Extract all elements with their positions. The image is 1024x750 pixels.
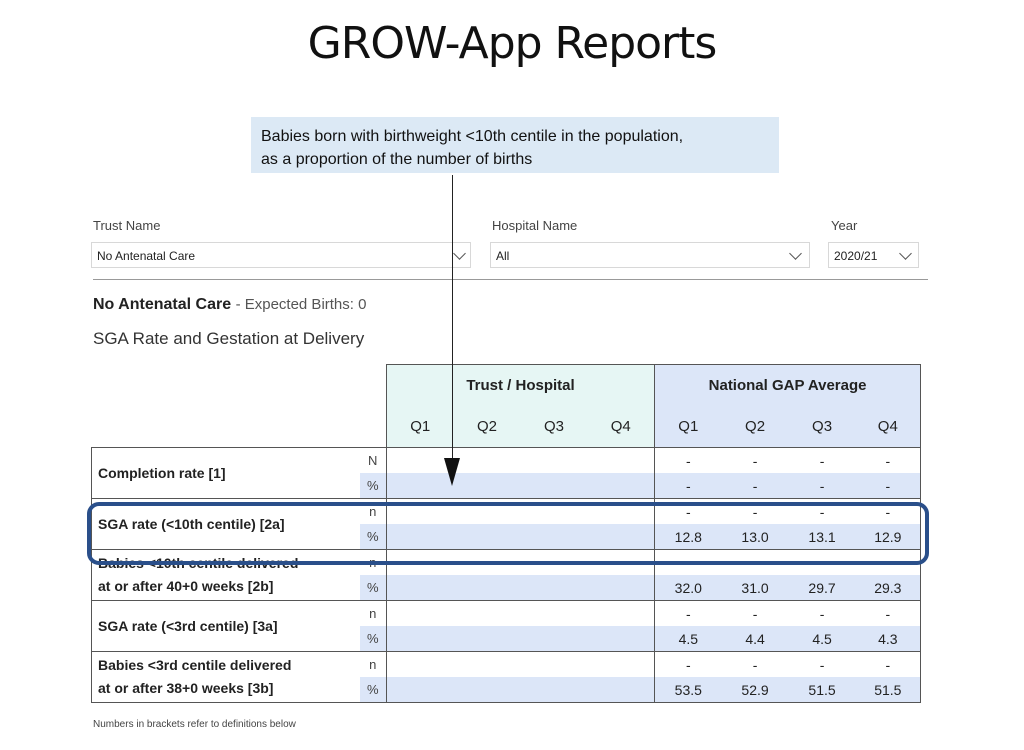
national-n-cell: - <box>752 605 758 622</box>
percent-label: % <box>360 626 387 652</box>
national-n-cell: - <box>685 554 691 571</box>
hospital-name-dropdown[interactable] <box>490 242 810 268</box>
callout-arrow-line <box>452 175 453 465</box>
page-title: GROW-App Reports <box>307 18 717 69</box>
national-percent-cell: - <box>789 473 856 499</box>
callout-line-1: Babies born with birthweight <10th centile in the population, <box>261 128 684 145</box>
national-n-cell: - <box>752 656 758 673</box>
n-label: n <box>369 555 377 570</box>
national-n-cell: - <box>722 448 789 474</box>
trust-n-cell <box>387 448 655 474</box>
national-percent-cell: 12.9 <box>856 524 921 550</box>
national-percent-cell: 4.5 <box>789 626 856 652</box>
percent-label: % <box>360 677 387 703</box>
trust-n-cell <box>387 601 655 627</box>
report-heading <box>93 296 366 314</box>
national-percent-cell: 31.0 <box>722 575 789 601</box>
percent-label: % <box>360 575 387 601</box>
national-n-cell: - <box>819 605 825 622</box>
row-label: Completion rate [1] <box>92 448 360 499</box>
national-n-cell: - <box>685 605 691 622</box>
trust-name-value: No Antenatal Care <box>97 249 196 263</box>
national-percent-cell: 4.3 <box>856 626 921 652</box>
national-percent-cell: - <box>655 473 722 499</box>
row-label: Babies <3rd centile delivered at or after 38+0 weeks [3b] <box>92 652 360 703</box>
trust-percent-cell <box>387 677 655 703</box>
national-n-cell: - <box>685 503 691 520</box>
n-label: n <box>369 606 377 621</box>
percent-label: % <box>360 524 387 550</box>
national-n-cell: - <box>819 656 825 673</box>
national-percent-cell: 51.5 <box>856 677 921 703</box>
national-percent-cell: 53.5 <box>655 677 722 703</box>
callout-line-2: as a proportion of the number of births <box>261 151 533 168</box>
n-label: n <box>369 657 377 672</box>
chevron-down-icon <box>453 247 466 260</box>
year-label: Year <box>831 218 858 233</box>
trust-q1-header: Q1 <box>387 405 454 448</box>
divider <box>93 279 928 280</box>
hospital-name-value: All <box>496 249 510 263</box>
row-label: Babies <10th centile delivered at or after 40+0 weeks [2b] <box>92 550 360 601</box>
trust-q2-header: Q2 <box>454 405 521 448</box>
national-percent-cell: 52.9 <box>722 677 789 703</box>
table-row <box>92 448 921 474</box>
chevron-down-icon <box>789 247 802 260</box>
national-percent-cell: 4.4 <box>722 626 789 652</box>
national-percent-cell: 29.7 <box>789 575 856 601</box>
national-n-cell: - <box>819 554 825 571</box>
national-n-cell: - <box>752 554 758 571</box>
national-n-cell: - <box>819 503 825 520</box>
national-n-cell: - <box>655 448 722 474</box>
year-value: 2020/21 <box>834 249 878 263</box>
national-percent-cell: - <box>722 473 789 499</box>
table-row <box>92 601 921 627</box>
national-n-cell: - <box>856 550 921 576</box>
trust-q3-header: Q3 <box>521 405 588 448</box>
national-q1-header: Q1 <box>655 405 722 448</box>
table-row <box>92 652 921 678</box>
trust-name-label: Trust Name <box>93 218 161 233</box>
row-label: SGA rate (<10th centile) [2a] <box>92 499 360 550</box>
national-q2-header: Q2 <box>722 405 789 448</box>
annotation-callout <box>251 117 779 173</box>
national-percent-cell: 51.5 <box>789 677 856 703</box>
national-n-cell: - <box>856 448 921 474</box>
national-percent-cell: 32.0 <box>655 575 722 601</box>
trust-n-cell <box>387 652 655 678</box>
report-subheading: SGA Rate and Gestation at Delivery <box>93 329 365 348</box>
national-n-cell: - <box>856 499 921 525</box>
hospital-name-label: Hospital Name <box>492 218 578 233</box>
national-n-cell: - <box>789 448 856 474</box>
national-percent-cell: - <box>856 473 921 499</box>
row-label: SGA rate (<3rd centile) [3a] <box>92 601 360 652</box>
trust-q4-header: Q4 <box>588 405 655 448</box>
trust-hospital-header: Trust / Hospital <box>387 365 655 406</box>
trust-name-dropdown[interactable] <box>91 242 471 268</box>
national-percent-cell: 29.3 <box>856 575 921 601</box>
report-name: No Antenatal Care <box>93 296 232 313</box>
national-q3-header: Q3 <box>789 405 856 448</box>
national-n-cell: - <box>856 601 921 627</box>
footnote: Numbers in brackets refer to definitions below <box>93 719 296 730</box>
national-n-cell: - <box>752 503 758 520</box>
arrow-down-icon <box>444 458 460 486</box>
trust-percent-cell <box>387 626 655 652</box>
national-percent-cell: 13.1 <box>789 524 856 550</box>
national-n-cell: - <box>685 656 691 673</box>
sga-rate-highlight <box>87 502 929 565</box>
national-q4-header: Q4 <box>856 405 921 448</box>
national-n-cell: - <box>856 652 921 678</box>
national-percent-cell: 13.0 <box>722 524 789 550</box>
n-label: N <box>360 448 387 474</box>
national-percent-cell: 4.5 <box>655 626 722 652</box>
trust-percent-cell <box>387 473 655 499</box>
n-label: n <box>369 504 377 519</box>
trust-percent-cell <box>387 575 655 601</box>
national-percent-cell: 12.8 <box>655 524 722 550</box>
national-average-header: National GAP Average <box>655 365 921 406</box>
chevron-down-icon <box>899 247 912 260</box>
year-dropdown[interactable] <box>828 242 919 268</box>
expected-births: - Expected Births: 0 <box>235 296 367 313</box>
percent-label: % <box>360 473 387 499</box>
